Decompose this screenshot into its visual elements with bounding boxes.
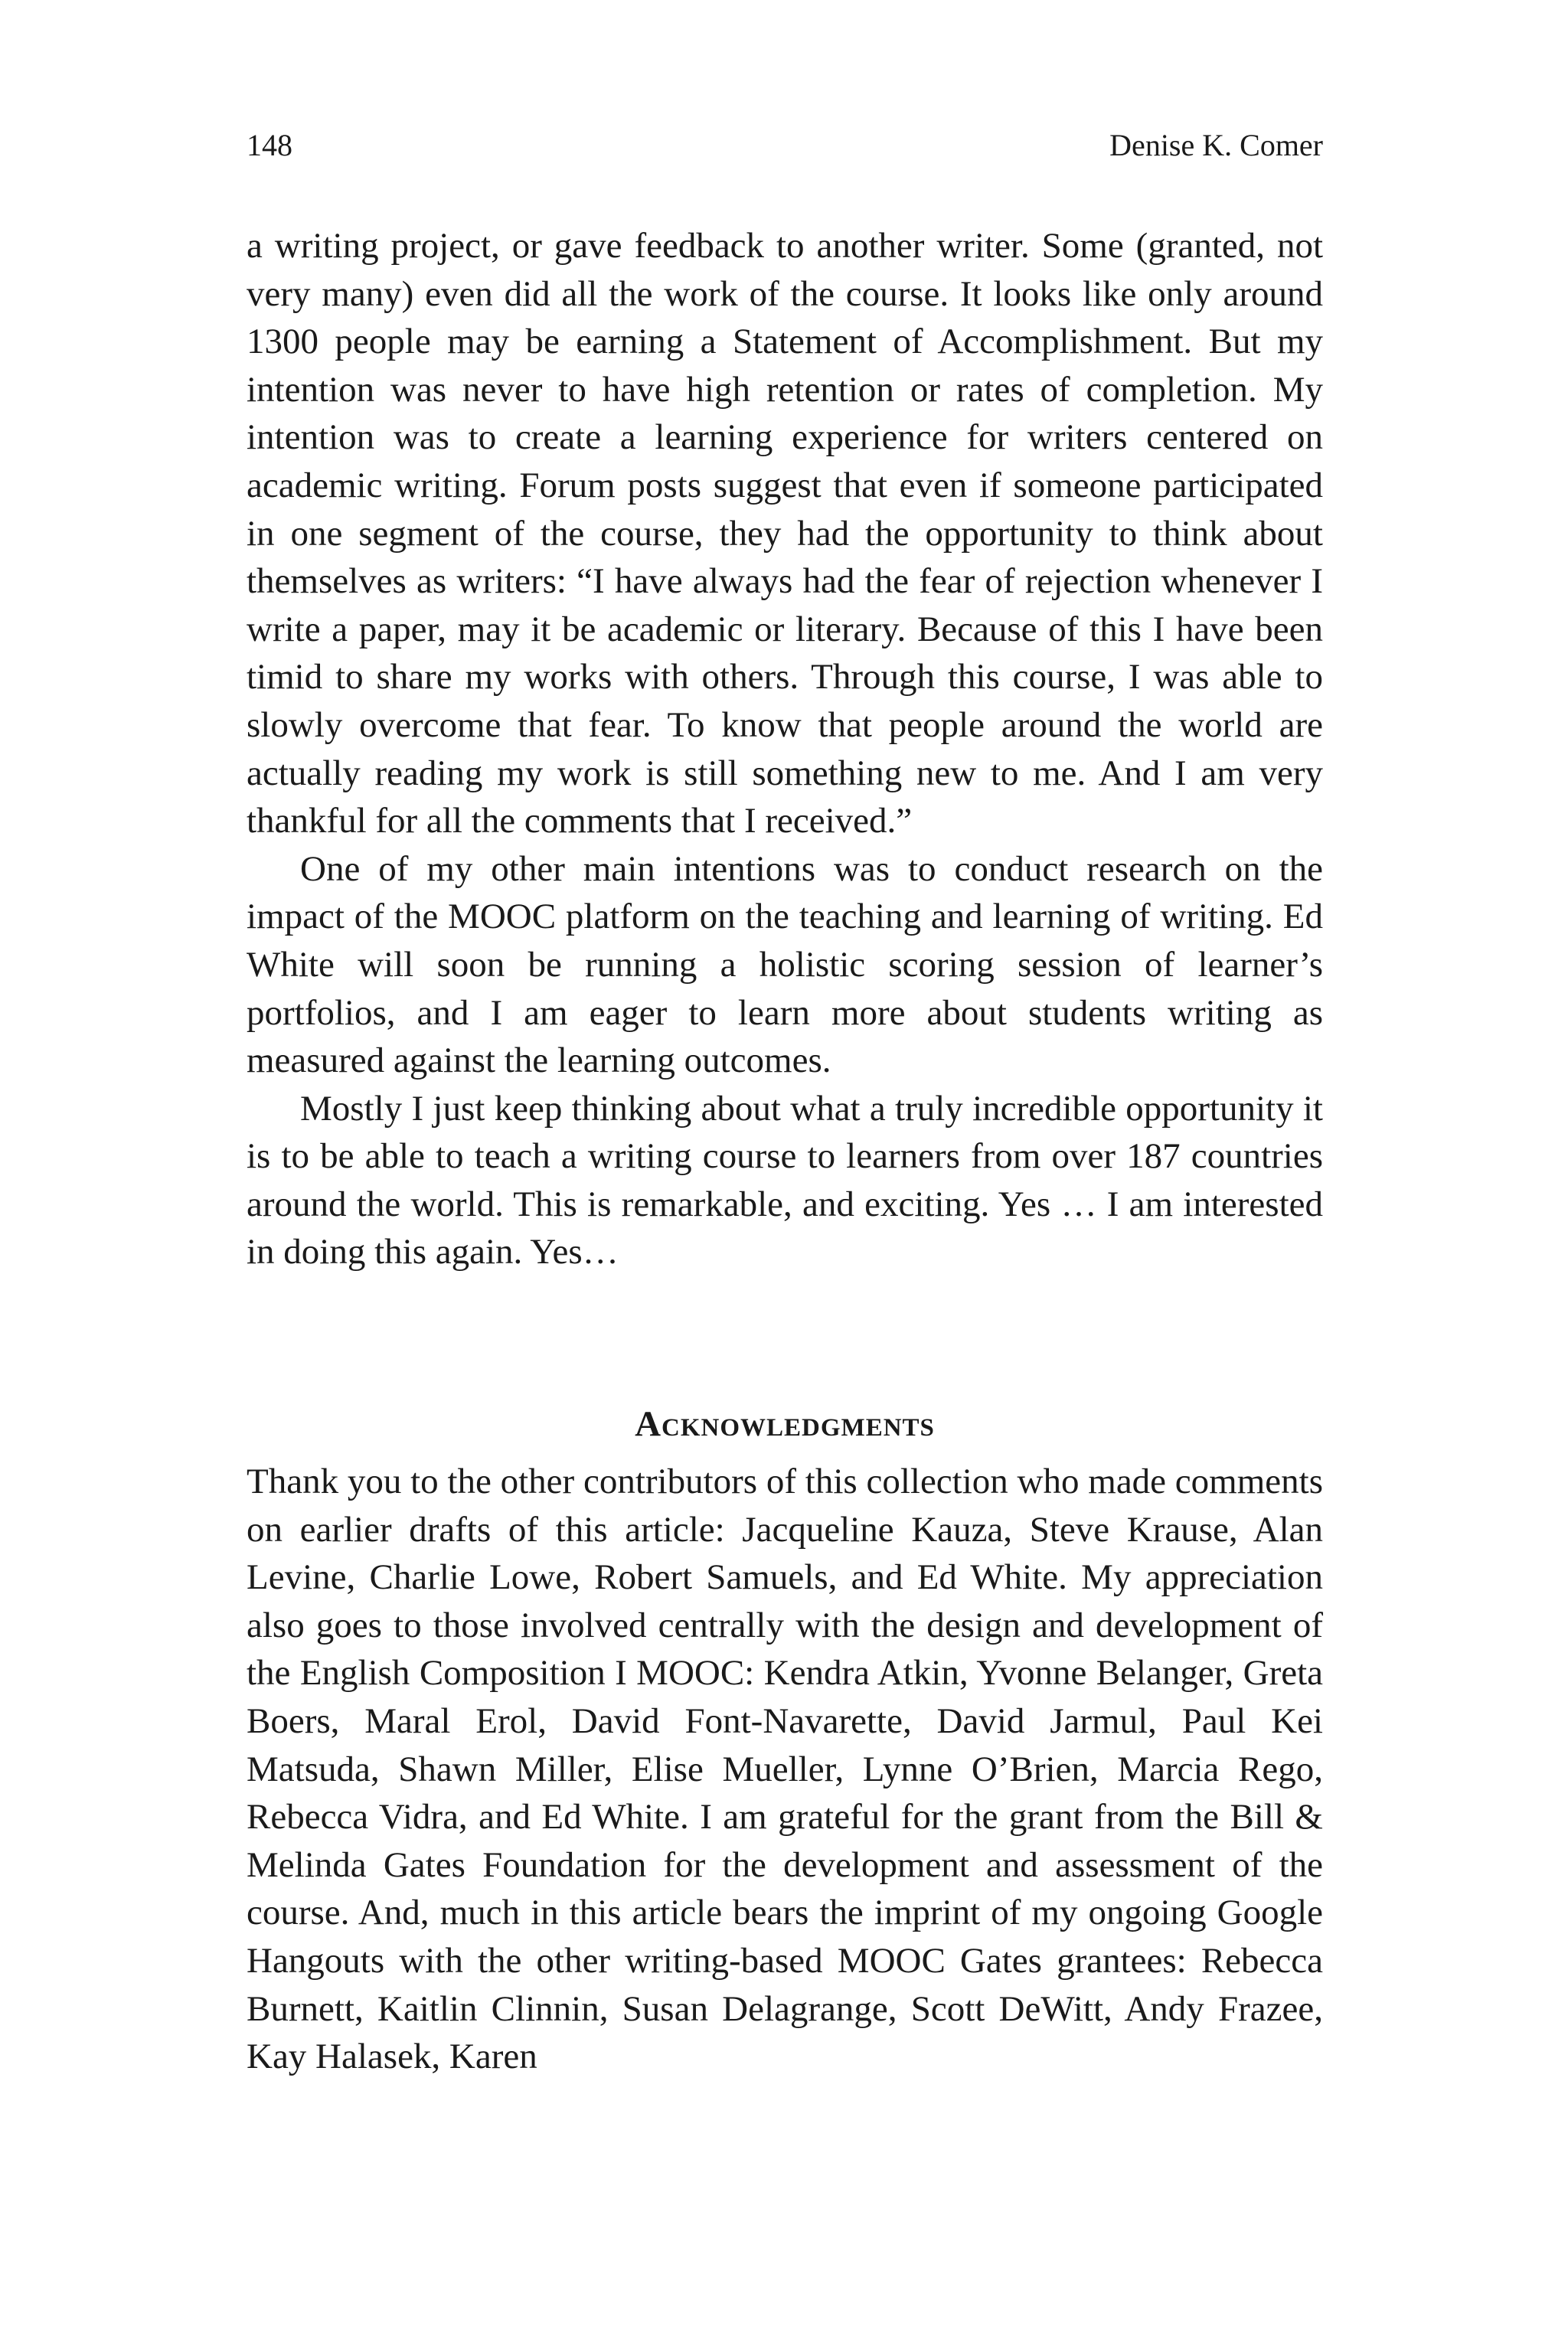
acknowledgments-heading: Acknowledgments (635, 1404, 935, 1444)
acknowledgments-section (247, 1458, 1323, 2081)
page-number: 148 (247, 128, 292, 162)
body-text (247, 222, 1323, 1276)
running-head-author: Denise K. Comer (1109, 128, 1323, 162)
body-paragraph-1: a writing project, or gave feedback to another writer. Some (granted, not very many) even did all the work of the course. It looks like only around 1300 people may be earning a Statement of Accomplishment. But my intention was never to have high retention or rates of completion. My intention was to create a learning experience for writers centered on academic writing. Forum posts suggest that even if someone participated in one segment of the course, they had the opportunity to think about themselves as writers: “I have always had the fear of rejection whenever I write a paper, may it be academic or literary. Because of this I have been timid to share my works with others. Through this course, I was able to slowly overcome that fear. To know that people around the world are actually reading my work is still something new to me. And I am very thankful for all the comments that I received.” (247, 226, 1323, 841)
acknowledgments-paragraph: Thank you to the other contributors of this collection who made comments on earlier drafts of this article: Jacqueline Kauza, Steve Krause, Alan Levine, Charlie Lowe, Robert Samuels, and Ed White. My appreciation also goes to those involved centrally with the design and development of the English Composition I MOOC: Kendra Atkin, Yvonne Belanger, Greta Boers, Maral Erol, David Font-Navarette, David Jarmul, Paul Kei Matsuda, Shawn Miller, Elise Mueller, Lynne O’Brien, Marcia Rego, Rebecca Vidra, and Ed White. I am grateful for the grant from the Bill & Melinda Gates Foundation for the development and assessment of the course. And, much in this article bears the imprint of my ongoing Google Hangouts with the other writing-based MOOC Gates grantees: Rebecca Burnett, Kaitlin Clinnin, Susan Delagrange, Scott DeWitt, Andy Frazee, Kay Halasek, Karen (247, 1462, 1323, 2077)
running-head (247, 124, 1323, 167)
body-paragraph-3: Mostly I just keep thinking about what a truly incredible opportunity it is to be able to teach a writing course to learners from over 187 countries around the world. This is remarkable, and exciting. Yes … I am interested in doing this again. Yes… (247, 1088, 1323, 1272)
body-paragraph-2: One of my other main intentions was to conduct research on the impact of the MOOC platform on the teaching and learning of writing. Ed White will soon be running a holistic scoring session of learner’s portfolios, and I am eager to learn more about students writing as measured against the learning outcomes. (247, 848, 1323, 1081)
